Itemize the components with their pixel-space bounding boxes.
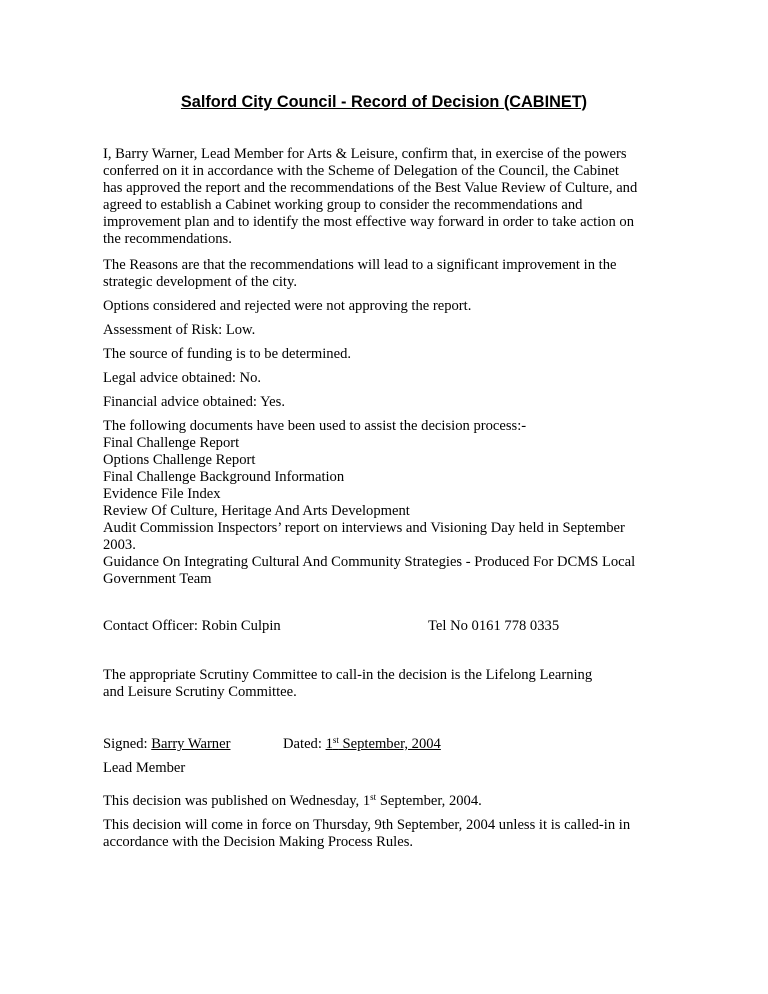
document-item: Review Of Culture, Heritage And Arts Development xyxy=(103,503,410,519)
text-line: the recommendations. xyxy=(103,231,232,247)
dated-label: Dated: xyxy=(283,736,326,752)
signatory-role: Lead Member xyxy=(103,760,186,776)
text-line: accordance with the Decision Making Process Rules. xyxy=(103,834,414,850)
options-line: Options considered and rejected were not approving the report. xyxy=(103,298,472,314)
document-title: Salford City Council - Record of Decision (CABINET) xyxy=(180,93,588,111)
force-paragraph xyxy=(103,817,683,851)
text-line: I, Barry Warner, Lead Member for Arts & Leisure, confirm that, in exercise of the powers xyxy=(103,146,627,162)
legal-advice-line: Legal advice obtained: No. xyxy=(103,370,262,386)
signed-label: Signed: xyxy=(103,736,152,752)
signed-field xyxy=(103,736,230,753)
document-item: Guidance On Integrating Cultural And Community Strategies - Produced For DCMS Local xyxy=(103,554,636,570)
document-item: Evidence File Index xyxy=(103,486,221,502)
documents-intro: The following documents have been used to assist the decision process:- xyxy=(103,418,527,434)
document-item: Audit Commission Inspectors’ report on interviews and Visioning Day held in September xyxy=(103,520,625,536)
date-rest: September, 2004 xyxy=(338,736,441,752)
document-item: Final Challenge Background Information xyxy=(103,469,345,485)
financial-advice-line: Financial advice obtained: Yes. xyxy=(103,394,285,410)
date-day: 1 xyxy=(325,736,333,752)
reasons-paragraph xyxy=(103,257,683,291)
published-line xyxy=(103,793,683,810)
text-line: conferred on it in accordance with the Scheme of Delegation of the Council, the Cabinet xyxy=(103,163,619,179)
documents-section xyxy=(103,418,683,588)
decision-date xyxy=(326,736,441,752)
signatory-name: Barry Warner xyxy=(151,736,231,752)
document-item: Options Challenge Report xyxy=(103,452,256,468)
scrutiny-paragraph xyxy=(103,667,683,701)
dated-field xyxy=(283,736,441,753)
risk-line: Assessment of Risk: Low. xyxy=(103,322,256,338)
contact-telephone: Tel No 0161 778 0335 xyxy=(428,618,560,634)
document-item: 2003. xyxy=(103,537,136,553)
text-line: and Leisure Scrutiny Committee. xyxy=(103,684,297,700)
funding-line: The source of funding is to be determined. xyxy=(103,346,352,362)
text-line: strategic development of the city. xyxy=(103,274,297,290)
published-text: This decision was published on Wednesday, 1 xyxy=(103,793,371,809)
decision-statement xyxy=(103,146,683,248)
published-text-rest: September, 2004. xyxy=(376,793,482,809)
document-item: Government Team xyxy=(103,571,212,587)
text-line: The appropriate Scrutiny Committee to call-in the decision is the Lifelong Learning xyxy=(103,667,593,683)
text-line: This decision will come in force on Thursday, 9th September, 2004 unless it is called-in in xyxy=(103,817,631,833)
text-line: has approved the report and the recommendations of the Best Value Review of Culture, and xyxy=(103,180,638,196)
date-ordinal: st xyxy=(332,735,339,745)
text-line: improvement plan and to identify the most effective way forward in order to take action on xyxy=(103,214,635,230)
text-line: agreed to establish a Cabinet working group to consider the recommendations and xyxy=(103,197,583,213)
text-line: The Reasons are that the recommendations will lead to a significant improvement in the xyxy=(103,257,617,273)
contact-officer: Contact Officer: Robin Culpin xyxy=(103,618,281,634)
published-ordinal: st xyxy=(370,792,377,802)
document-item: Final Challenge Report xyxy=(103,435,240,451)
